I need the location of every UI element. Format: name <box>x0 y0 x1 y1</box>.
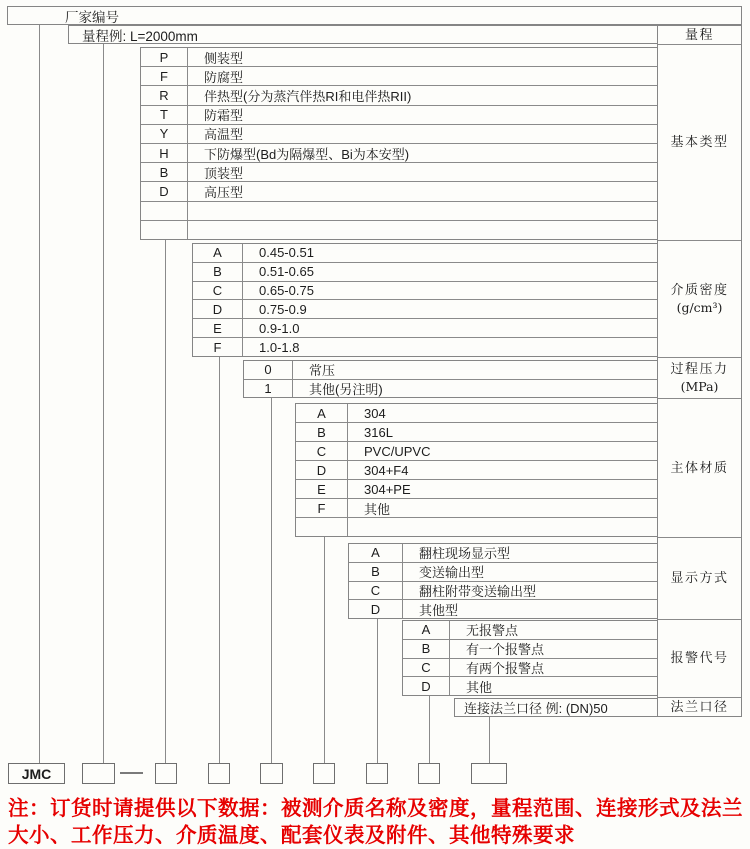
description-cell: 翻柱现场显示型 <box>419 546 511 562</box>
category-label-display <box>658 537 741 619</box>
display-mode-table <box>348 543 657 619</box>
connector-line-flange <box>489 717 490 763</box>
category-label-alarm <box>658 619 741 697</box>
description-cell: 1.0-1.8 <box>259 339 300 355</box>
code-cell <box>296 518 348 536</box>
basic-type-table <box>140 47 657 240</box>
range-example-row <box>68 25 657 44</box>
selection-row <box>141 201 657 220</box>
model-prefix-text: JMC <box>21 765 52 782</box>
description-cell <box>188 202 657 220</box>
code-cell: E <box>193 319 243 337</box>
code-cell: D <box>193 300 243 318</box>
description-cell: 无报警点 <box>466 623 519 639</box>
description-cell: 下防爆型(Bd为隔爆型、Bi为本安型) <box>204 146 410 162</box>
selection-row <box>349 544 657 562</box>
code-cell: R <box>141 86 188 104</box>
selection-row <box>193 281 657 300</box>
selection-row <box>296 479 657 498</box>
category-label-basic-type <box>658 44 741 240</box>
code-cell: 0 <box>244 361 293 379</box>
code-cell: A <box>403 621 450 639</box>
range-example-text: 量程例: L=2000mm <box>82 28 198 44</box>
selection-row <box>296 422 657 441</box>
description-cell <box>348 518 657 536</box>
selection-row <box>244 379 657 398</box>
description-cell: 防霜型 <box>204 108 244 124</box>
code-cell: B <box>296 423 348 441</box>
description-cell: 304+F4 <box>364 462 409 478</box>
alarm-table <box>402 620 657 696</box>
description-cell: 304+PE <box>364 481 411 497</box>
selection-row <box>403 676 657 695</box>
selection-row <box>193 337 657 356</box>
selection-row <box>193 244 657 262</box>
flange-text: 连接法兰口径 例: (DN)50 <box>464 701 608 716</box>
code-cell: E <box>296 480 348 498</box>
description-cell: 常压 <box>309 363 336 379</box>
connector-line-material <box>324 537 325 763</box>
ordering-note <box>8 795 748 849</box>
description-cell: 316L <box>364 424 393 440</box>
code-cell: A <box>349 544 403 562</box>
description-cell: 304 <box>364 405 386 421</box>
selection-row <box>403 639 657 658</box>
connector-line-factory <box>39 25 40 763</box>
code-cell: D <box>141 182 188 200</box>
ordering-note-line1: 注：订货时请提供以下数据：被测介质名称及密度，量程范围、连接形式及法兰 <box>8 797 743 820</box>
code-cell: H <box>141 144 188 162</box>
category-label-range <box>658 26 741 44</box>
selection-row <box>141 85 657 104</box>
description-cell: 其他(另注明) <box>309 381 383 397</box>
description-cell: 有一个报警点 <box>466 642 545 658</box>
category-label-text: 介质密度 <box>670 283 729 298</box>
selection-row <box>141 124 657 143</box>
code-cell: D <box>349 600 403 618</box>
code-cell: 1 <box>244 380 293 398</box>
category-label-text: 法兰口径 <box>670 699 729 715</box>
selection-row <box>141 220 657 239</box>
code-cell: B <box>349 563 403 581</box>
selection-row <box>296 404 657 422</box>
model-box-flange <box>471 763 507 784</box>
category-label-material <box>658 398 741 537</box>
model-box-material <box>313 763 335 784</box>
category-label-text: 主体材质 <box>670 460 729 476</box>
material-table <box>295 403 657 537</box>
code-cell: D <box>403 677 450 695</box>
description-cell: PVC/UPVC <box>364 443 431 459</box>
model-box-pressure <box>260 763 283 784</box>
selection-row <box>349 581 657 600</box>
code-cell: C <box>403 659 450 677</box>
description-cell: 变送输出型 <box>419 565 485 581</box>
model-box-density <box>208 763 230 784</box>
code-cell: B <box>193 263 243 281</box>
category-label-column <box>657 25 742 717</box>
code-cell: D <box>296 461 348 479</box>
model-separator-dash <box>120 772 143 774</box>
connector-line-density <box>219 357 220 763</box>
description-cell: 其他 <box>466 679 493 695</box>
connector-line-alarm <box>429 696 430 763</box>
description-cell <box>188 221 657 239</box>
code-cell: C <box>193 282 243 300</box>
connector-line-display <box>377 619 378 763</box>
selection-row <box>296 460 657 479</box>
selection-row <box>141 48 657 66</box>
selection-row <box>141 162 657 181</box>
description-cell: 侧装型 <box>204 50 244 66</box>
description-cell: 0.51-0.65 <box>259 264 314 280</box>
flange-row <box>454 698 657 717</box>
factory-code-row <box>7 6 742 25</box>
selection-row <box>141 66 657 85</box>
description-cell: 防腐型 <box>204 69 244 85</box>
selection-row <box>141 143 657 162</box>
description-cell: 0.45-0.51 <box>259 245 314 261</box>
model-prefix-box <box>8 763 65 784</box>
code-cell <box>141 221 188 239</box>
ordering-note-line2: 大小、工作压力、介质温度、配套仪表及附件、其他特殊要求 <box>8 824 575 847</box>
category-label-density <box>658 240 741 357</box>
code-cell: F <box>141 67 188 85</box>
selection-row <box>403 621 657 639</box>
category-label-text: 显示方式 <box>670 571 729 586</box>
selection-row <box>141 181 657 200</box>
code-cell: Y <box>141 125 188 143</box>
model-box-basic-type <box>155 763 177 784</box>
code-cell: A <box>193 244 243 262</box>
selection-row <box>296 517 657 536</box>
description-cell: 其他 <box>364 501 391 517</box>
selection-row <box>193 318 657 337</box>
description-cell: 有两个报警点 <box>466 660 545 676</box>
code-cell: F <box>193 338 243 356</box>
selection-row <box>349 599 657 618</box>
selection-row <box>296 498 657 517</box>
selection-row <box>244 361 657 379</box>
selection-row <box>193 262 657 281</box>
pressure-table <box>243 360 657 398</box>
selection-row <box>403 658 657 677</box>
description-cell: 高温型 <box>204 127 244 143</box>
code-cell: B <box>141 163 188 181</box>
category-label-unit: (MPa) <box>680 379 719 394</box>
code-cell: C <box>349 582 403 600</box>
selection-row <box>349 562 657 581</box>
connector-line-range <box>103 44 104 763</box>
code-cell: T <box>141 106 188 124</box>
code-cell: F <box>296 499 348 517</box>
model-box-alarm <box>418 763 440 784</box>
description-cell: 高压型 <box>204 185 244 201</box>
description-cell: 0.9-1.0 <box>259 320 300 336</box>
selection-row <box>193 299 657 318</box>
density-table <box>192 243 657 357</box>
category-label-text: 报警代号 <box>670 651 729 666</box>
category-label-text: 过程压力 <box>670 362 729 377</box>
code-cell: P <box>141 48 188 66</box>
connector-line-pressure <box>271 398 272 763</box>
description-cell: 顶装型 <box>204 165 244 181</box>
selection-row <box>141 105 657 124</box>
category-label-flange <box>658 697 741 716</box>
description-cell: 0.65-0.75 <box>259 283 314 299</box>
category-label-unit: (g/cm³) <box>676 300 723 315</box>
factory-code-label: 厂家编号 <box>65 9 119 25</box>
code-cell: A <box>296 404 348 422</box>
code-cell <box>141 202 188 220</box>
category-label-pressure <box>658 357 741 398</box>
selection-row <box>296 441 657 460</box>
description-cell: 伴热型(分为蒸汽伴热RI和电伴热RII) <box>204 89 412 105</box>
description-cell: 0.75-0.9 <box>259 301 307 317</box>
model-box-range <box>82 763 115 784</box>
category-label-text: 基本类型 <box>670 135 729 150</box>
code-cell: B <box>403 640 450 658</box>
category-label-text: 量程 <box>684 27 714 43</box>
code-cell: C <box>296 442 348 460</box>
connector-line-basic-type <box>165 240 166 763</box>
description-cell: 翻柱附带变送输出型 <box>419 583 537 599</box>
description-cell: 其他型 <box>419 602 459 618</box>
model-box-display <box>366 763 388 784</box>
